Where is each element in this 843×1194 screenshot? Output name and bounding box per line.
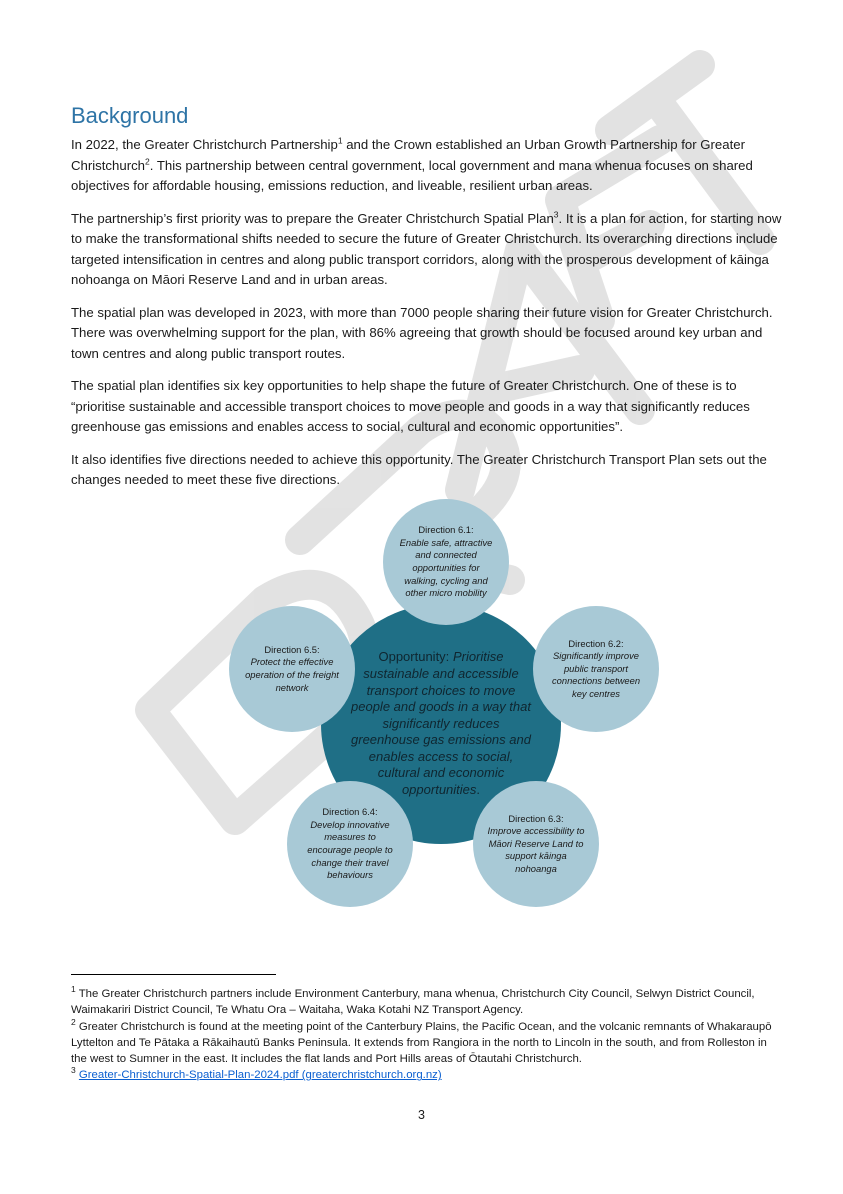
- direction-6-1-circle: [383, 499, 509, 625]
- footnote-1-text: The Greater Christchurch partners include Environment Canterbury, mana whenua, Christchurch City Council, Selwyn District Council, Waimakariri District Council, Te Whatu Ora – Waitaha, Waka Kotahi NZ Transport Agency.: [71, 988, 755, 1017]
- footnote-3-number: 3: [71, 1065, 76, 1076]
- footnote-3: [71, 1067, 783, 1083]
- footnote-divider: [71, 974, 276, 975]
- direction-6-4-title: Direction 6.4:: [322, 806, 378, 818]
- paragraph-1-text-c: . This partnership between central government, local government and mana whenua focuses on shared objectives for affordable housing, emissions reduction, and liveable, resilient urban areas.: [71, 157, 753, 193]
- opportunity-text: Prioritise sustainable and accessible transport choices to move people and goods in a way that significantly reduces greenhouse gas emissions and enables access to social, cultural and economic opportunities: [351, 649, 531, 798]
- paragraph-4: The spatial plan identifies six key opportunities to help shape the future of Greater Christchurch. One of these is to “prioritise sustainable and accessible transport choices to move people and goods in a way that significantly reduces greenhouse gas emissions and enables access to social, cultural and economic opportunities”.: [71, 378, 750, 434]
- footnotes: [71, 986, 783, 1084]
- paragraph-2-text-b: . It is a plan for action, for starting now to make the transformational shifts needed to secure the future of Greater Christchurch. Its overarching directions include targeted intensification in centres and along public transport corridors, along with the prosperous development of kāinga nohoanga on Māori Reserve Land and in urban areas.: [71, 210, 782, 287]
- footnote-ref-3[interactable]: 3: [553, 209, 559, 220]
- paragraph-5: It also identifies five directions needed to achieve this opportunity. The Greater Christchurch Transport Plan sets out the changes needed to meet these five directions.: [71, 451, 767, 487]
- direction-6-1-title: Direction 6.1:: [418, 524, 474, 536]
- paragraph-1-text-b: and the Crown established an Urban Growth Partnership for Greater Christchurch: [71, 137, 745, 173]
- direction-6-5-title: Direction 6.5:: [264, 643, 320, 655]
- direction-6-5-circle: [229, 606, 355, 732]
- page-number: 3: [418, 1108, 425, 1122]
- spatial-plan-link[interactable]: Greater-Christchurch-Spatial-Plan-2024.pdf (greaterchristchurch.org.nz): [78, 1069, 442, 1082]
- direction-6-4-circle: [287, 781, 413, 907]
- direction-6-1-text: Enable safe, attractive and connected opportunities for walking, cycling and other micro mobility: [399, 536, 493, 599]
- footnote-ref-2[interactable]: 2: [145, 156, 150, 167]
- direction-6-3-title: Direction 6.3:: [508, 812, 564, 824]
- direction-6-2-title: Direction 6.2:: [568, 637, 624, 649]
- footnote-2-number: 2: [71, 1016, 76, 1027]
- paragraph-3: The spatial plan was developed in 2023, with more than 7000 people sharing their future vision for Greater Christchurch. There was overwhelming support for the plan, with 86% agreeing that growth should be focused around key urban and town centres and along public transport routes.: [71, 304, 773, 361]
- footnote-1-number: 1: [71, 984, 76, 995]
- direction-6-3-circle: [473, 781, 599, 907]
- direction-6-4-text: Develop innovative measures to encourage people to change their travel behaviours: [307, 818, 393, 881]
- opportunity-end: .: [476, 782, 481, 798]
- footnote-2-text: Greater Christchurch is found at the meeting point of the Canterbury Plains, the Pacific Ocean, and the volcanic remnants of Whakaraupō Lyttelton and Te Pātaka a Rākaihautū Banks Peninsula. It extends from Rangiora in the north to Lincoln in the south, and from Rolleston in the west to Sumner in the east. It includes the flat lands and Port Hills areas of Ōtautahi Christchurch.: [71, 1020, 772, 1066]
- footnote-ref-1[interactable]: 1: [337, 135, 343, 146]
- footnote-1: [71, 986, 783, 1019]
- paragraph-1-text-a: In 2022, the Greater Christchurch Partnership: [71, 137, 338, 152]
- section-heading: Background: [71, 103, 189, 128]
- footnote-2: [71, 1016, 783, 1068]
- opportunity-label: Opportunity:: [378, 649, 450, 665]
- direction-6-2-text: Significantly improve public transport connections between key centres: [551, 650, 641, 699]
- direction-6-2-circle: [533, 606, 659, 732]
- direction-6-3-text: Improve accessibility to Māori Reserve Land to support kāinga nohoanga: [487, 825, 585, 874]
- direction-6-5-text: Protect the effective operation of the freight network: [245, 656, 339, 693]
- paragraph-2-text-a: The partnership’s first priority was to prepare the Greater Christchurch Spatial Plan: [71, 210, 554, 226]
